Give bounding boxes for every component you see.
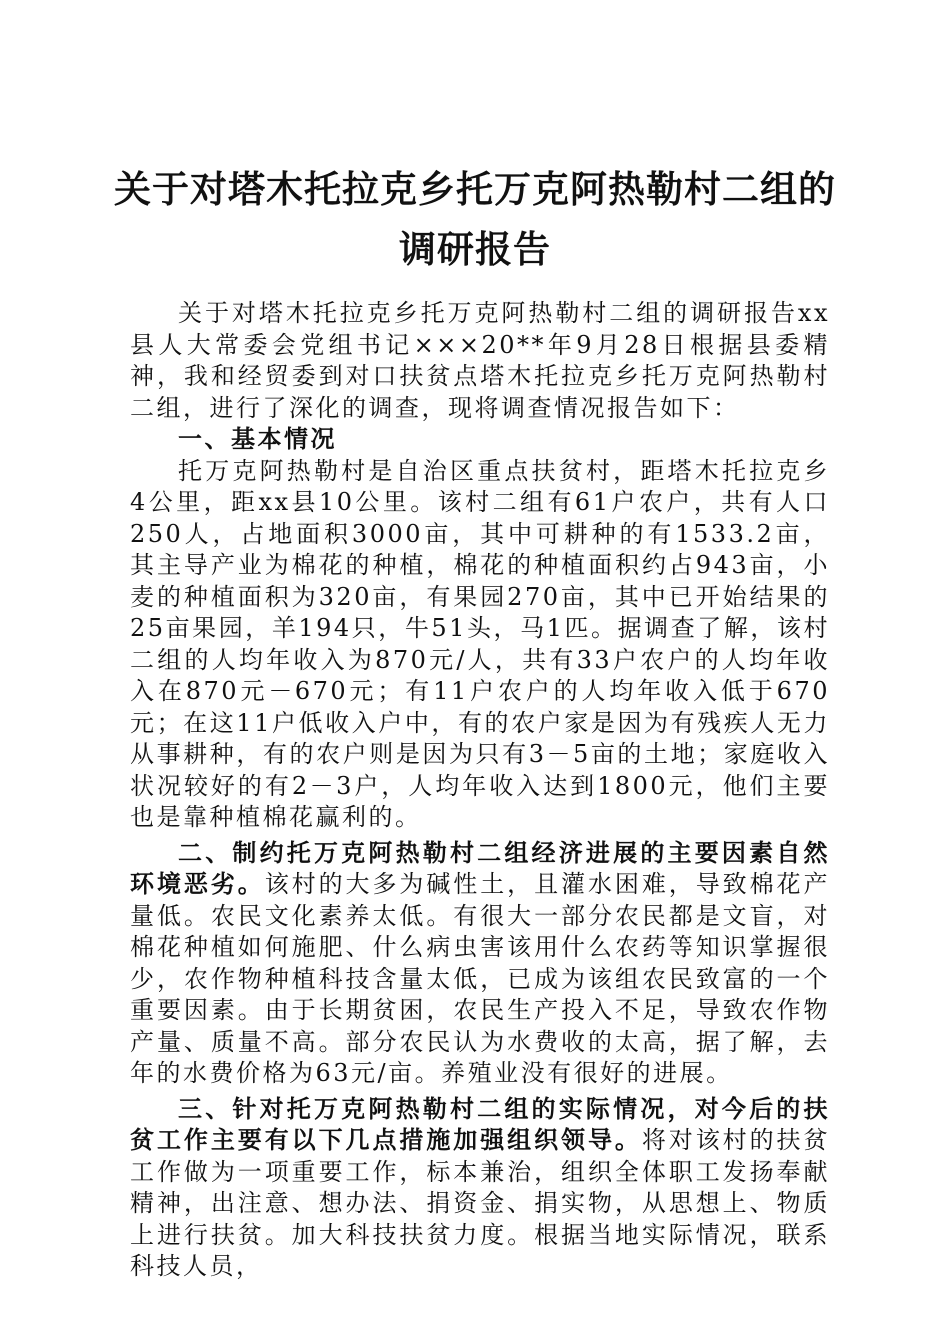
- section-1-heading: 一、基本情况: [178, 425, 337, 453]
- intro-paragraph: 关于对塔木托拉克乡托万克阿热勒村二组的调研报告xx县人大常委会党组书记×××20**年9月28日根据县委精神，我和经贸委到对口扶贫点塔木托拉克乡托万克阿热勒村二组，进行了深化的调查，现将调查情况报告如下：: [130, 299, 830, 422]
- section-3-paragraph: [130, 1094, 830, 1283]
- section-3-body: 将对该村的扶贫工作做为一项重要工作，标本兼治，组织全体职工发扬奉献精神，出注意、想办法、捐资金、捐实物，从思想上、物质上进行扶贫。加大科技扶贫力度。根据当地实际情况，联系科技人员，: [130, 1126, 830, 1280]
- section-2-paragraph: [130, 838, 830, 1090]
- section-2-body: 该村的大多为碱性土，且灌水困难，导致棉花产量低。农民文化素养太低。有很大一部分农民都是文盲，对棉花种植如何施肥、什么病虫害该用什么农药等知识掌握很少，农作物种植科技含量太低，已成为该组农民致富的一个重要因素。由于长期贫困，农民生产投入不足，导致农作物产量、质量不高。部分农民认为水费收的太高，据了解，去年的水费价格为63元/亩。养殖业没有很好的进展。: [130, 870, 831, 1087]
- section-3-heading: 三、针对托万克阿热勒村二组的实际情况，对今后的扶贫工作主要有以下几点措施加强组织领导。: [130, 1094, 830, 1154]
- document-body: [130, 298, 830, 1283]
- section-2-heading: 二、制约托万克阿热勒村二组经济进展的主要因素自然环境恶劣。: [130, 838, 830, 898]
- section-1-paragraph: 托万克阿热勒村是自治区重点扶贫村，距塔木托拉克乡4公里，距xx县10公里。该村二组有61户农户，共有人口250人，占地面积3000亩，其中可耕种的有1533.2亩，其主导产业为棉花的种植，棉花的种植面积约占943亩，小麦的种植面积为320亩，有果园270亩，其中已开始结果的25亩果园，羊194只，牛51头，马1匹。据调查了解，该村二组的人均年收入为870元/人，共有33户农户的人均年收入在870元－670元；有11户农户的人均年收入低于670元；在这11户低收入户中，有的农户家是因为有残疾人无力从事耕种，有的农户则是因为只有3－5亩的土地；家庭收入状况较好的有2－3户，人均年收入达到1800元，他们主要也是靠种植棉花赢利的。: [130, 456, 830, 831]
- document-title: 关于对塔木托拉克乡托万克阿热勒村二组的调研报告: [114, 168, 836, 271]
